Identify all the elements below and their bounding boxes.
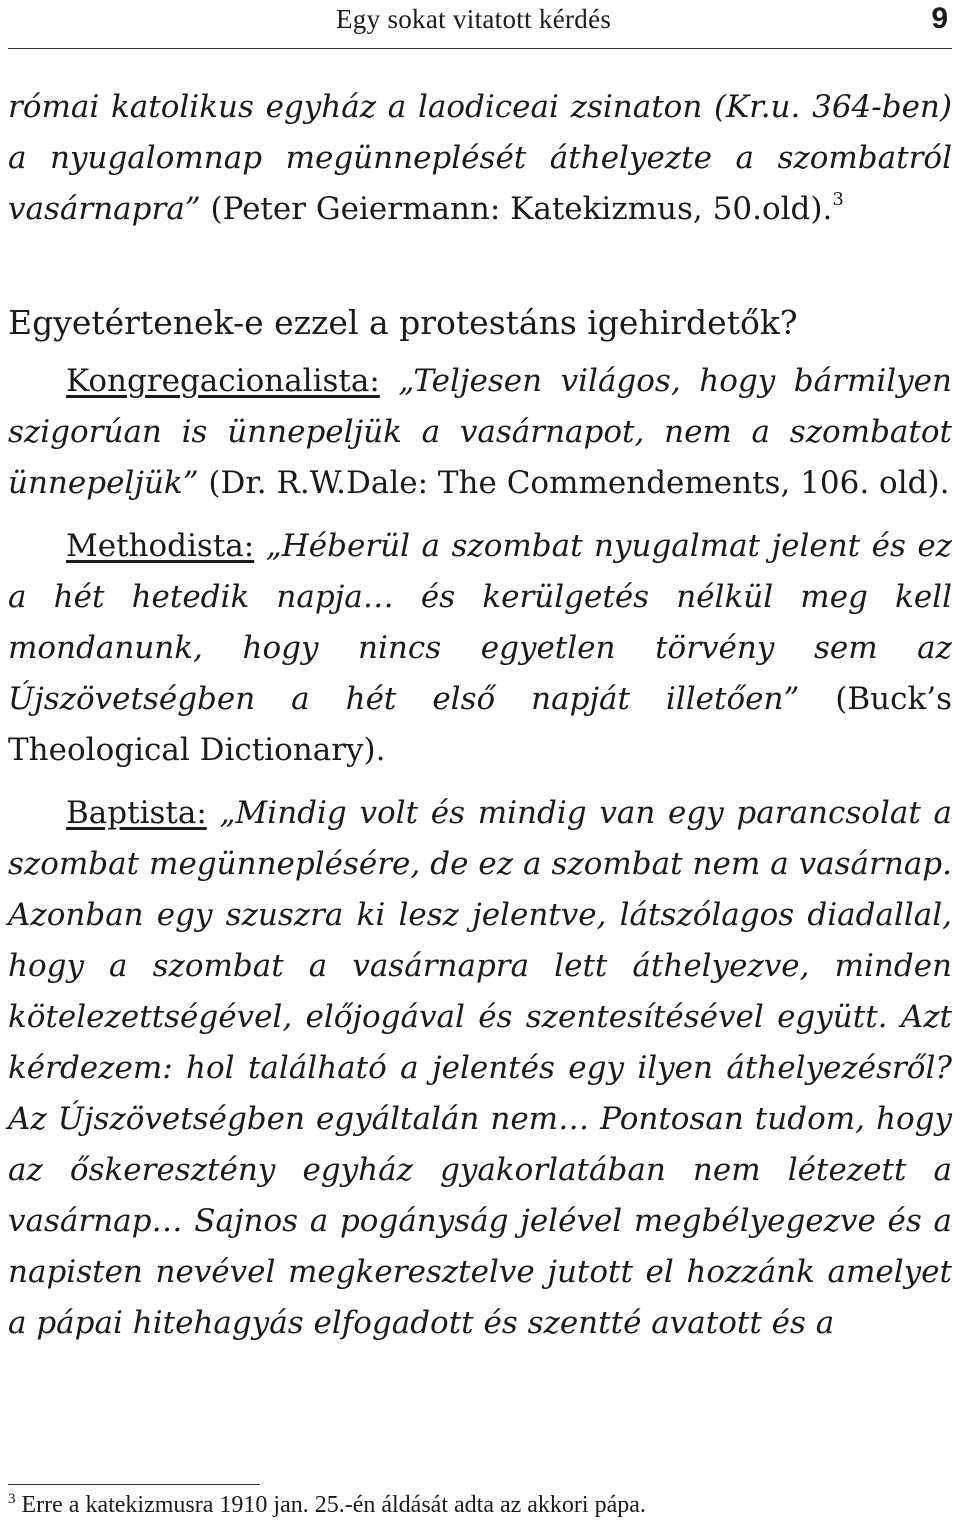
source-citation: (Dr. R.W.Dale: The Commendements, 106. old). [198, 465, 950, 501]
quote-text: „Héberül a szombat nyugalmat jelent és ez a hét hetedik napja… és kerülgetés nélkül meg kell mondanunk, hogy nincs egyetlen törvény sem az Újszövetségben a hét első napját illetően” [8, 528, 952, 717]
quote-text: „Mindig volt és mindig van egy parancsolat a szombat megünneplésére, de ez a szombat nem a vasárnap. Azonban egy szuszra ki lesz jelentve, látszólagos diadallal, hogy a szombat a vasárnapra lett áthelyezve, minden kötelezettségével, előjogával és szentesítésével együtt. Azt kérdezem: hol található a jelentés egy ilyen áthelyezésről? Az Újszövetségben egyáltalán nem… Pontosan tudom, hogy az őskeresztény egyház gyakorlatában nem létezett a vasárnap… Sajnos a pogányság jelével megbélyegezve és a napisten nevével megkeresztelve jutott el hozzánk amelyet a pápai hitehagyás elfogadott és szentté avatott és a [8, 795, 952, 1341]
page-body [8, 82, 952, 1349]
footnote-number: 3 [8, 1491, 16, 1507]
footnote [8, 1490, 646, 1520]
footnote-reference: 3 [832, 189, 844, 210]
denomination-label: Methodista: [66, 528, 255, 564]
page-number: 9 [931, 2, 948, 35]
denomination-label: Baptista: [66, 795, 207, 831]
section-heading: Egyetértenek-e ezzel a protestáns igehirdetők? [8, 303, 798, 342]
intro-quote: római katolikus egyház a laodiceai zsinaton (Kr.u. 364-ben) a nyugalomnap megünneplését áthelyezte a szombatról vasárnapra” [8, 89, 952, 227]
paragraph-congregationalist [8, 356, 952, 509]
quote-text: „Teljesen világos, hogy bármilyen szigorúan is ünnepeljük a vasárnapot, nem a szombatot ünnepeljük” [8, 363, 952, 501]
footnote-text: Erre a katekizmusra 1910 jan. 25.-én áldását adta az akkori pápa. [21, 1492, 646, 1518]
footnote-divider [8, 1484, 260, 1485]
intro-source: (Peter Geiermann: Katekizmus, 50.old). [200, 191, 833, 227]
page-header [8, 0, 952, 49]
intro-paragraph [8, 82, 952, 235]
source-citation: (Buck’s Theological Dictionary). [8, 681, 953, 768]
running-title: Egy sokat vitatott kérdés [336, 4, 612, 34]
paragraph-baptist [8, 788, 952, 1349]
paragraph-methodist [8, 521, 952, 776]
denomination-label: Kongregacionalista: [66, 363, 380, 399]
